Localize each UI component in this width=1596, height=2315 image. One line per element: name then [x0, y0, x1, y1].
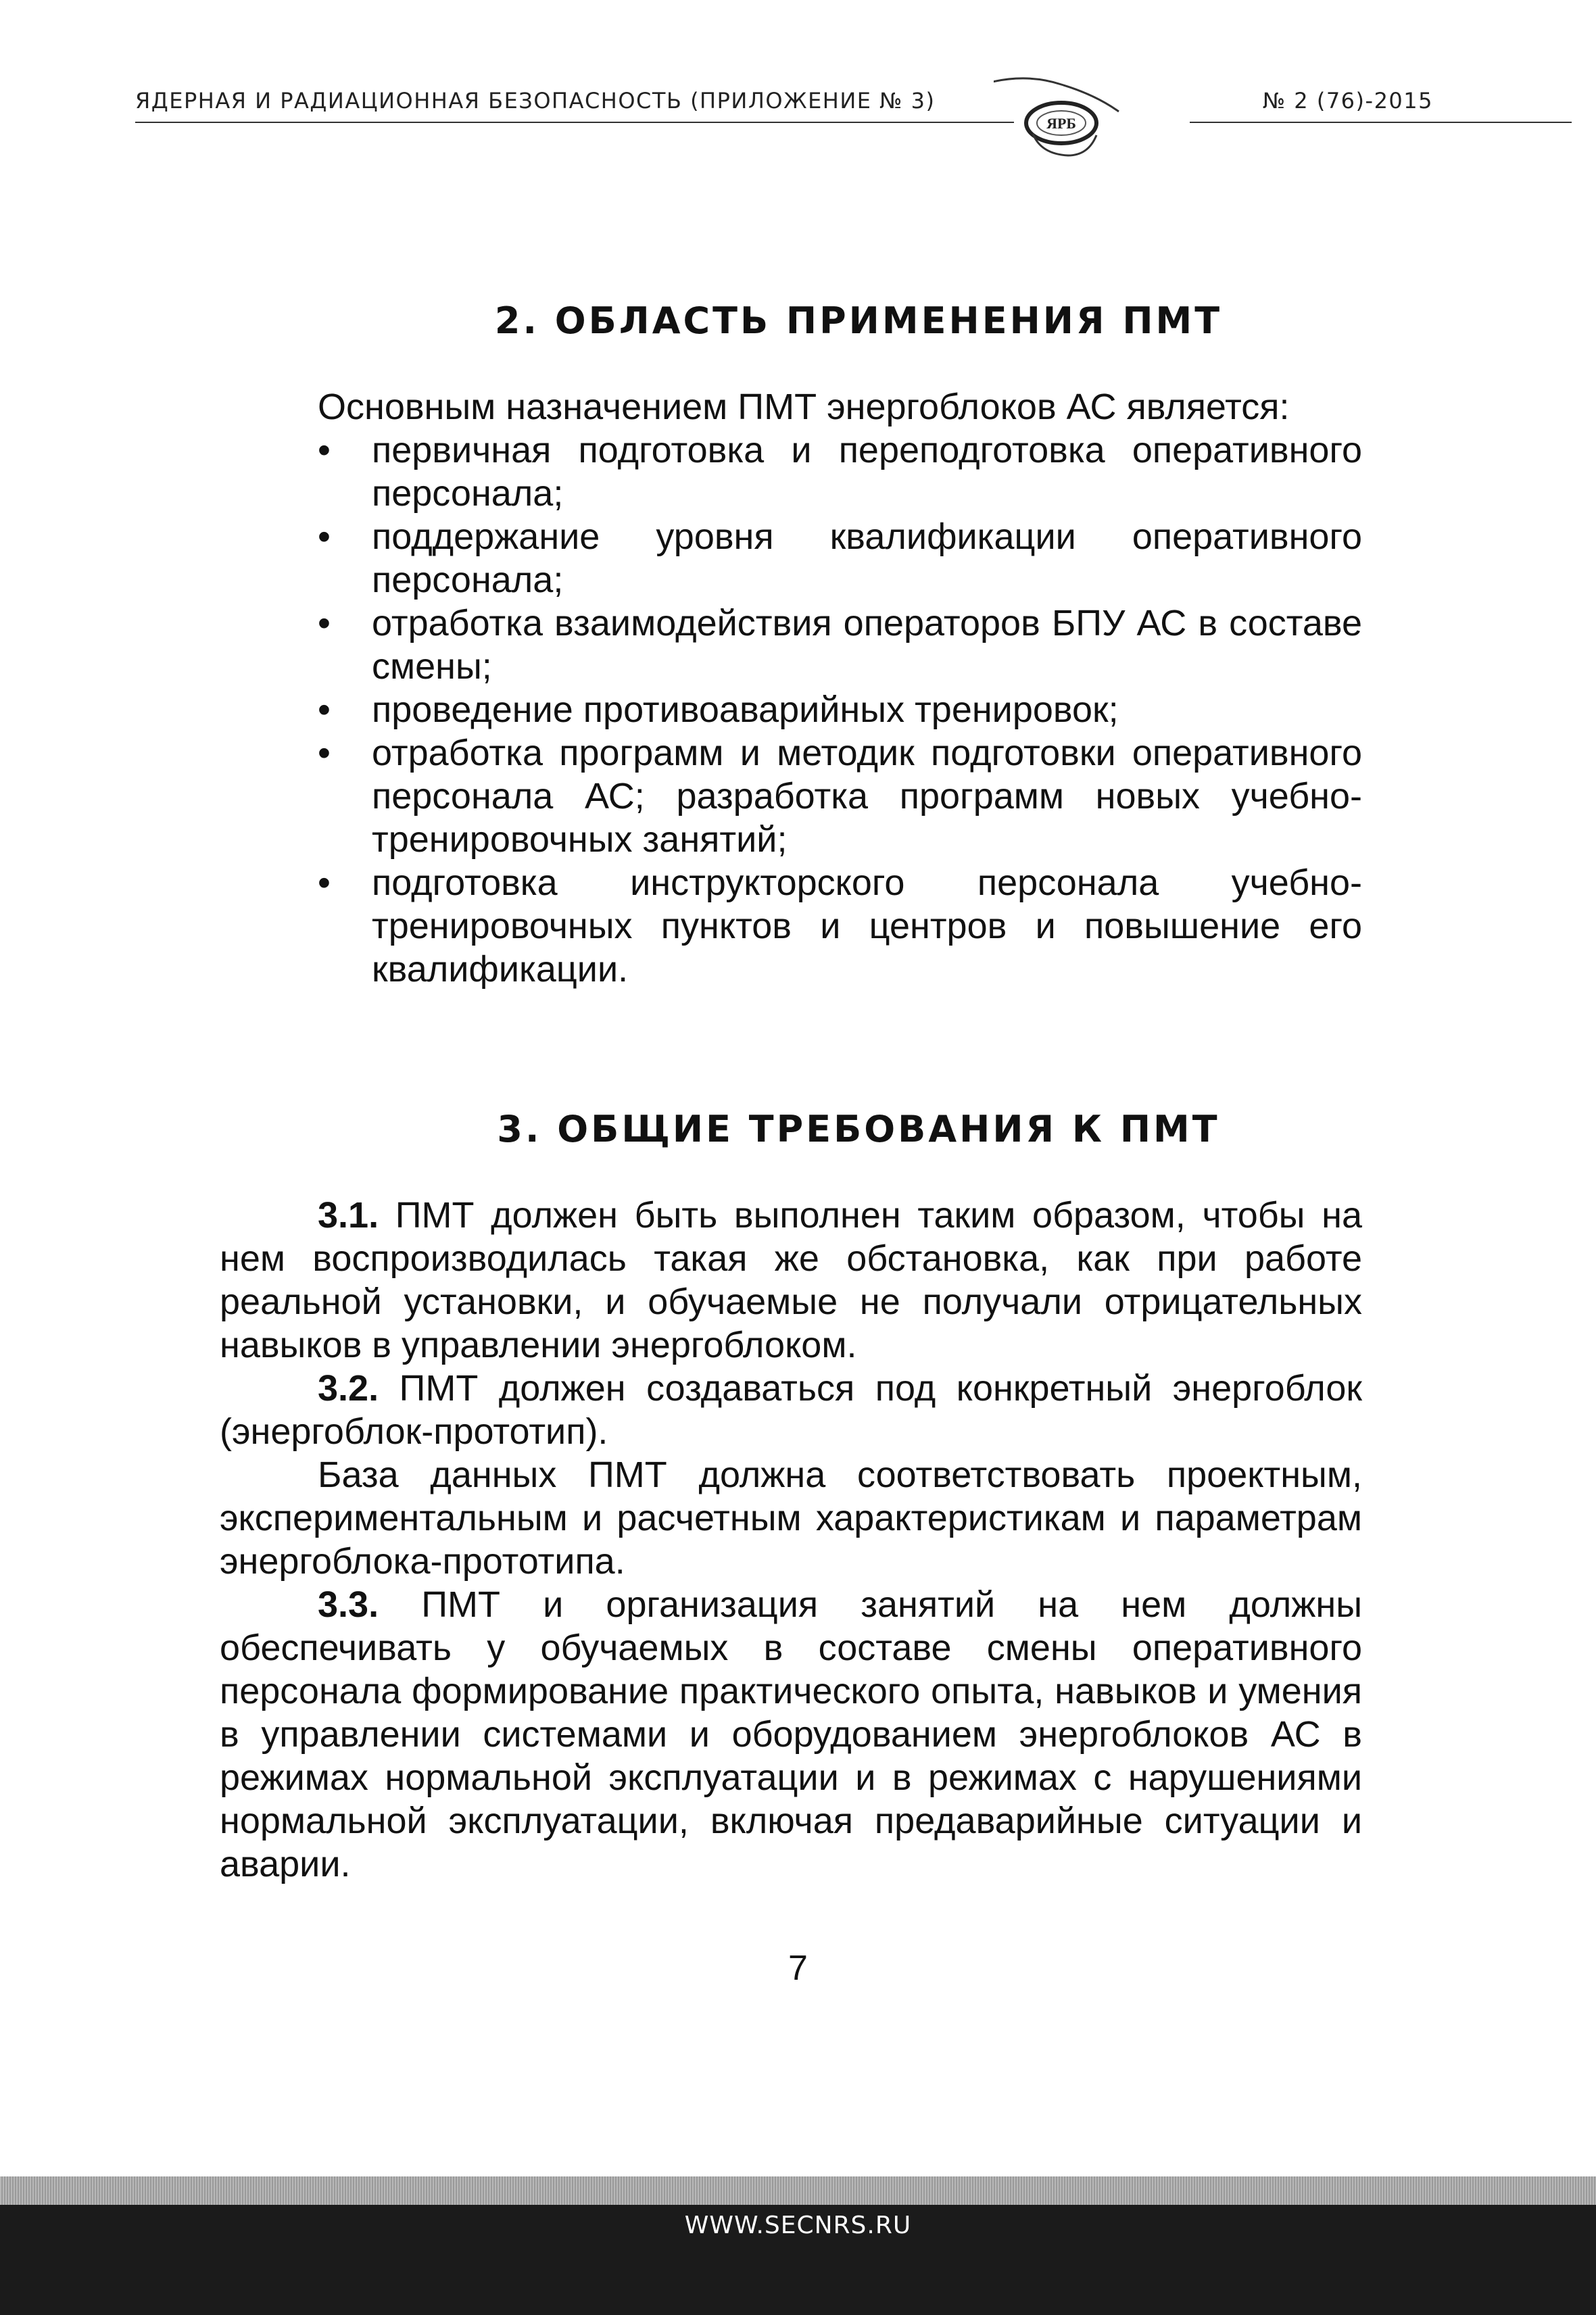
page-content — [220, 297, 1362, 1886]
issue-number: № 2 (76)-2015 — [1262, 88, 1433, 114]
paragraph-3-2 — [220, 1367, 1362, 1453]
clause-text: ПМТ должен создаваться под конкретный энергоблок (энергоблок-прототип). — [220, 1368, 1362, 1452]
running-header — [135, 80, 1433, 127]
list-item: • проведение противоаварийных тренировок; — [318, 688, 1362, 731]
paragraph-3-2-database: База данных ПМТ должна соответствовать проектным, экспериментальным и расчетным характеристикам и параметрам энергоблока-прототипа. — [220, 1455, 1362, 1582]
list-item: • отработка взаимодействия операторов БПУ АС в составе смены; — [318, 602, 1362, 688]
page-number: 7 — [788, 1949, 808, 1988]
clause-number: 3.1. — [318, 1195, 379, 1236]
list-item: • подготовка инструкторского персонала учебно-тренировочных пунктов и центров и повышение его квалификации. — [318, 861, 1362, 991]
paragraph-3-1 — [220, 1194, 1362, 1367]
site-url: WWW.SECNRS.RU — [684, 2212, 912, 2239]
section-3-heading: 3. ОБЩИЕ ТРЕБОВАНИЯ К ПМТ — [497, 1108, 1220, 1150]
list-item: • отработка программ и методик подготовки оперативного персонала АС; разработка программ новых учебно-тренировочных занятий; — [318, 731, 1362, 861]
clause-number: 3.3. — [318, 1584, 379, 1625]
journal-logo — [994, 74, 1129, 176]
heading-spacer — [220, 1153, 1362, 1194]
section-spacer — [220, 991, 1362, 1106]
paragraph-3-3 — [220, 1583, 1362, 1886]
purpose-list — [220, 429, 1362, 991]
section-2-intro: Основным назначением ПМТ энергоблоков АС является: — [318, 387, 1290, 427]
header-rule-right — [1190, 122, 1572, 123]
clause-text: ПМТ и организация занятий на нем должны обеспечивать у обучаемых в составе смены оперативного персонала формирование практического опыта, навыков и умения в управлении системами и оборудованием энергоблоков АС в режимах нормальной эксплуатации и в режимах с нарушениями нормальной эксплуатации, включая предаварийные ситуации и аварии. — [220, 1584, 1363, 1884]
section-2-heading: 2. ОБЛАСТЬ ПРИМЕНЕНИЯ ПМТ — [494, 299, 1223, 342]
clause-text: ПМТ должен быть выполнен таким образом, чтобы на нем воспроизводилась такая же обстановка, как при работе реальной установки, и обучаемые не получали отрицательных навыков в управлении энергоблоком. — [220, 1195, 1362, 1365]
journal-title: ЯДЕРНАЯ И РАДИАЦИОННАЯ БЕЗОПАСНОСТЬ (ПРИЛОЖЕНИЕ № 3) — [135, 88, 936, 114]
header-rule-left — [135, 122, 1014, 123]
list-item: • поддержание уровня квалификации оперативного персонала; — [318, 515, 1362, 602]
logo-text: ЯРБ — [1046, 115, 1076, 132]
clause-number: 3.2. — [318, 1368, 379, 1409]
list-item: • первичная подготовка и переподготовка оперативного персонала; — [318, 429, 1362, 515]
